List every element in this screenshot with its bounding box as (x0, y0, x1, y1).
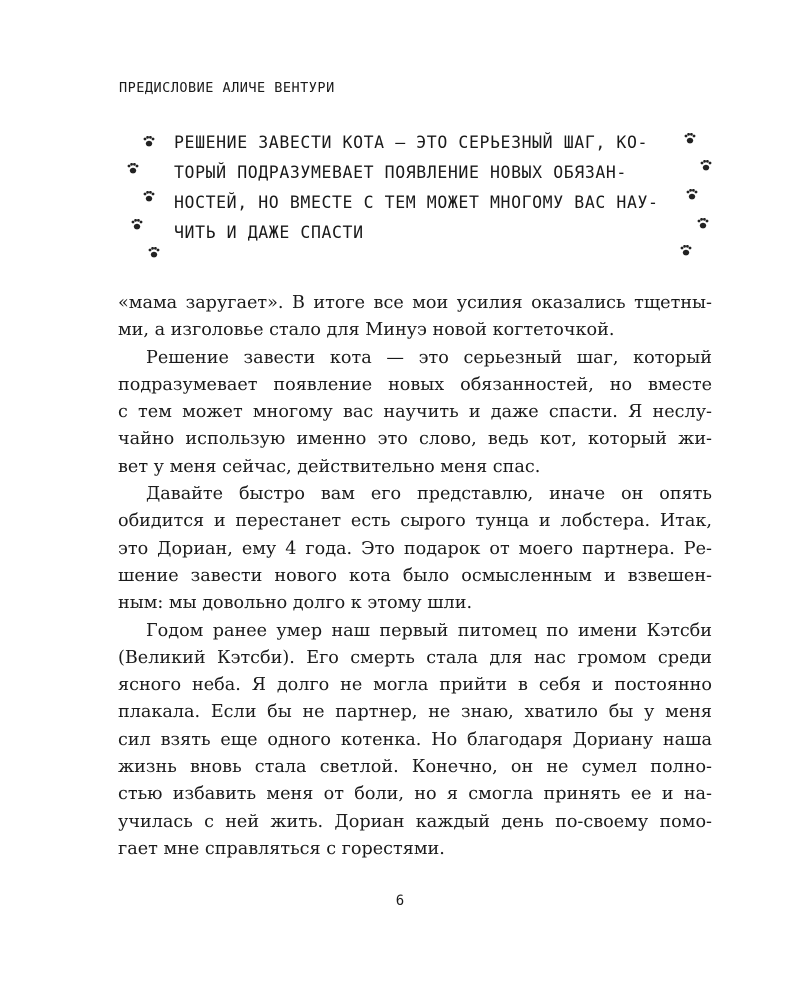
text-line: «мама заругает». В итоге все мои усилия оказались тщетны- (118, 293, 712, 313)
body-text (118, 290, 712, 863)
text-line: Решение завести кота — это серьезный шаг, который (146, 347, 712, 368)
page-number: 6 (395, 893, 405, 909)
pull-quote-line: ТОРЫЙ ПОДРАЗУМЕВАЕТ ПОЯВЛЕНИЕ НОВЫХ ОБЯЗАН- (174, 163, 627, 182)
text-line: с тем может многому вас научить и даже спасти. Я неслу- (118, 402, 712, 423)
text-line: Годом ранее умер наш первый питомец по имени Кэтсби (146, 620, 712, 641)
paw-print-icon (700, 160, 712, 171)
text-line: гает мне справляться с горестями. (118, 838, 445, 859)
paw-print-icon (686, 189, 698, 200)
text-line: жизнь вновь стала светлой. Конечно, он не сумел полно- (118, 757, 712, 778)
text-line: сил взять еще одного котенка. Но благодаря Дориану наша (118, 729, 712, 750)
text-line: училась с ней жить. Дориан каждый день по-своему помо- (118, 811, 712, 832)
pull-quote-line: ЧИТЬ И ДАЖЕ СПАСТИ (174, 223, 364, 242)
running-head: ПРЕДИСЛОВИЕ АЛИЧЕ ВЕНТУРИ (119, 80, 335, 96)
paw-print-icon (684, 133, 696, 144)
text-line: это Дориан, ему 4 года. Это подарок от моего партнера. Ре- (118, 538, 712, 559)
paw-print-icon (148, 247, 160, 258)
pull-quote-line: РЕШЕНИЕ ЗАВЕСТИ КОТА — ЭТО СЕРЬЕЗНЫЙ ШАГ, КО- (174, 133, 649, 152)
text-line: ми, а изголовье стало для Минуэ новой когтеточкой. (118, 320, 615, 341)
text-line: стью избавить меня от боли, но я смогла принять ее и на- (118, 784, 712, 805)
paw-print-icon (143, 191, 155, 202)
text-line: плакала. Если бы не партнер, не знаю, хватило бы у меня (118, 702, 712, 723)
paw-print-icon (143, 136, 155, 147)
text-line: обидится и перестанет есть сырого тунца и лобстера. Итак, (118, 511, 712, 532)
paw-print-icon (127, 163, 139, 174)
paw-print-icon (131, 219, 143, 230)
text-line: чайно использую именно это слово, ведь кот, который жи- (118, 429, 712, 450)
text-line: ным: мы довольно долго к этому шли. (118, 593, 473, 614)
text-line: шение завести нового кота было осмысленным и взвешен- (118, 565, 712, 586)
text-line: ясного неба. Я долго не могла прийти в себя и постоянно (118, 675, 712, 696)
text-line: (Великий Кэтсби). Его смерть стала для нас громом среди (118, 647, 712, 668)
pull-quote-line: НОСТЕЙ, НО ВМЕСТЕ С ТЕМ МОЖЕТ МНОГОМУ ВАС НАУ- (174, 193, 659, 212)
pull-quote (174, 128, 684, 248)
text-line: вет у меня сейчас, действительно меня спас. (118, 456, 541, 477)
text-line: подразумевает появление новых обязанностей, но вместе (118, 374, 712, 395)
paw-print-icon (697, 218, 709, 229)
text-line: Давайте быстро вам его представлю, иначе он опять (146, 484, 712, 505)
